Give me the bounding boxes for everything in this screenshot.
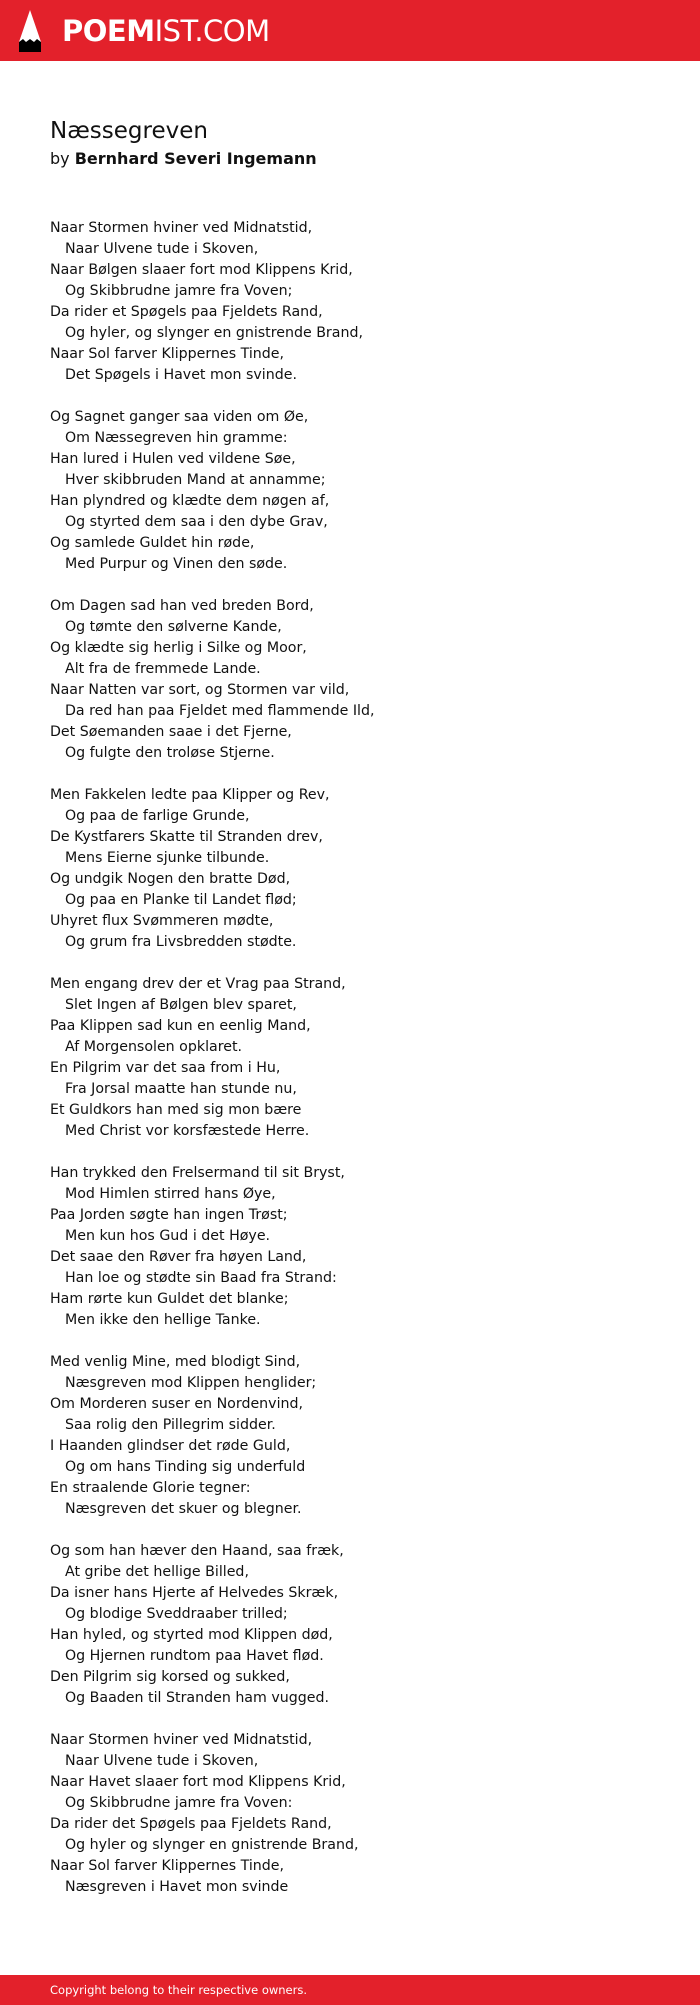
poem-line: Paa Klippen sad kun en eenlig Mand,: [50, 1018, 311, 1034]
poem-line: Han loe og stødte sin Baad fra Strand:: [65, 1270, 337, 1286]
poem-line: Naar Ulvene tude i Skoven,: [65, 1753, 259, 1769]
poem-line: Da red han paa Fjeldet med flammende Ild,: [65, 703, 375, 719]
poem-line: Om Næssegreven hin gramme:: [65, 430, 288, 446]
poem-line: Og blodige Sveddraaber trilled;: [65, 1606, 288, 1622]
poem-line: Men engang drev der et Vrag paa Strand,: [50, 976, 346, 992]
poem-line: I Haanden glindser det røde Guld,: [50, 1438, 291, 1454]
footer-copyright: Copyright belong to their respective owners.: [50, 1983, 308, 1997]
poem-line: Og paa de farlige Grunde,: [65, 808, 250, 824]
poem-line: Men kun hos Gud i det Høye.: [65, 1228, 271, 1244]
poem-stanza: [50, 785, 670, 953]
poem-line: Alt fra de fremmede Lande.: [65, 661, 261, 677]
poem-stanza: [50, 218, 670, 386]
poem-line: Han plyndred og klædte dem nøgen af,: [50, 493, 330, 509]
poem-line: Og grum fra Livsbredden stødte.: [65, 934, 297, 950]
poem-line: Med Christ vor korsfæstede Herre.: [65, 1123, 310, 1139]
poem-line: Næsgreven det skuer og blegner.: [65, 1501, 302, 1517]
poem-line: En straalende Glorie tegner:: [50, 1480, 251, 1496]
poem-line: Og fulgte den troløse Stjerne.: [65, 745, 275, 761]
poem-line: Naar Stormen hviner ved Midnatstid,: [50, 1732, 313, 1748]
poem-line: Naar Stormen hviner ved Midnatstid,: [50, 220, 313, 236]
poem-title: Næssegreven: [50, 118, 208, 144]
poem-author: Bernhard Severi Ingemann: [74, 149, 317, 168]
poem-line: Og undgik Nogen den bratte Død,: [50, 871, 291, 887]
poem-line: Et Guldkors han med sig mon bære: [50, 1102, 302, 1118]
poem-line: Og styrted dem saa i den dybe Grav,: [65, 514, 328, 530]
poem-line: Den Pilgrim sig korsed og sukked,: [50, 1669, 290, 1685]
poem-stanza: [50, 1163, 670, 1331]
poem-line: Men Fakkelen ledte paa Klipper og Rev,: [50, 787, 330, 803]
poem-body: [50, 218, 670, 1919]
poem-stanza: [50, 596, 670, 764]
pencil-tip-icon: [19, 10, 41, 52]
poem-line: Og om hans Tinding sig underfuld: [65, 1459, 306, 1475]
poem-line: Da rider et Spøgels paa Fjeldets Rand,: [50, 304, 323, 320]
poem-line: Da isner hans Hjerte af Helvedes Skræk,: [50, 1585, 339, 1601]
poem-line: Det saae den Røver fra høyen Land,: [50, 1249, 307, 1265]
poem-line: Han lured i Hulen ved vildene Søe,: [50, 451, 296, 467]
poem-line: Da rider det Spøgels paa Fjeldets Rand,: [50, 1816, 332, 1832]
poem-line: Naar Bølgen slaaer fort mod Klippens Krid,: [50, 262, 353, 278]
poem-line: Ham rørte kun Guldet det blanke;: [50, 1291, 289, 1307]
poem-line: Om Morderen suser en Nordenvind,: [50, 1396, 304, 1412]
poem-line: Af Morgensolen opklaret.: [65, 1039, 243, 1055]
poem-stanza: [50, 1730, 670, 1898]
poem-line: Fra Jorsal maatte han stunde nu,: [65, 1081, 297, 1097]
poem-line: Mens Eierne sjunke tilbunde.: [65, 850, 270, 866]
poem-line: Og hyler og slynger en gnistrende Brand,: [65, 1837, 359, 1853]
poem-line: Og Sagnet ganger saa viden om Øe,: [50, 409, 309, 425]
poem-line: Og klædte sig herlig i Silke og Moor,: [50, 640, 307, 656]
poem-line: Og Skibbrudne jamre fra Voven:: [65, 1795, 293, 1811]
poem-line: Det Søemanden saae i det Fjerne,: [50, 724, 292, 740]
poem-line: Han hyled, og styrted mod Klippen død,: [50, 1627, 333, 1643]
poem-line: Og Skibbrudne jamre fra Voven;: [65, 283, 293, 299]
poem-line: Og hyler, og slynger en gnistrende Brand,: [65, 325, 363, 341]
poem-line: Om Dagen sad han ved breden Bord,: [50, 598, 314, 614]
poem-line: Naar Sol farver Klippernes Tinde,: [50, 346, 285, 362]
poem-line: Og som han hæver den Haand, saa fræk,: [50, 1543, 344, 1559]
poem-line: Og tømte den sølverne Kande,: [65, 619, 282, 635]
poem-line: Med Purpur og Vinen den søde.: [65, 556, 288, 572]
poem-line: Naar Havet slaaer fort mod Klippens Krid,: [50, 1774, 346, 1790]
poem-line: At gribe det hellige Billed,: [65, 1564, 249, 1580]
site-header: [0, 0, 700, 61]
poem-line: Det Spøgels i Havet mon svinde.: [65, 367, 297, 383]
poem-line: Naar Ulvene tude i Skoven,: [65, 241, 259, 257]
site-footer: [0, 1975, 700, 2005]
poem-line: En Pilgrim var det saa from i Hu,: [50, 1060, 281, 1076]
poem-line: Men ikke den hellige Tanke.: [65, 1312, 261, 1328]
poem-line: Næsgreven i Havet mon svinde: [65, 1879, 289, 1895]
poem-line: Og samlede Guldet hin røde,: [50, 535, 255, 551]
poem-stanza: [50, 974, 670, 1142]
poem-line: Naar Sol farver Klippernes Tinde,: [50, 1858, 285, 1874]
poem-line: De Kystfarers Skatte til Stranden drev,: [50, 829, 323, 845]
poem-line: Mod Himlen stirred hans Øye,: [65, 1186, 276, 1202]
logo-text-light: IST.COM: [154, 14, 270, 48]
poem-line: Naar Natten var sort, og Stormen var vild,: [50, 682, 350, 698]
poem-line: Og Hjernen rundtom paa Havet flød.: [65, 1648, 324, 1664]
poem-line: Med venlig Mine, med blodigt Sind,: [50, 1354, 301, 1370]
poem-line: Saa rolig den Pillegrim sidder.: [65, 1417, 276, 1433]
poem-line: Hver skibbruden Mand at annamme;: [65, 472, 326, 488]
logo-text-bold: POEM: [62, 14, 155, 48]
site-logo-link[interactable]: [19, 10, 270, 52]
by-label: by: [50, 149, 70, 168]
poem-line: Og Baaden til Stranden ham vugged.: [65, 1690, 329, 1706]
poem-line: Næsgreven mod Klippen henglider;: [65, 1375, 317, 1391]
poem-line: Paa Jorden søgte han ingen Trøst;: [50, 1207, 288, 1223]
poem-stanza: [50, 1352, 670, 1520]
poem-stanza: [50, 407, 670, 575]
site-logo-text: [62, 10, 270, 52]
poem-byline: [50, 147, 317, 171]
poem-line: Uhyret flux Svømmeren mødte,: [50, 913, 274, 929]
poem-line: Slet Ingen af Bølgen blev sparet,: [65, 997, 297, 1013]
poem-stanza: [50, 1541, 670, 1709]
poem-line: Han trykked den Frelsermand til sit Bryst,: [50, 1165, 345, 1181]
poem-line: Og paa en Planke til Landet flød;: [65, 892, 297, 908]
